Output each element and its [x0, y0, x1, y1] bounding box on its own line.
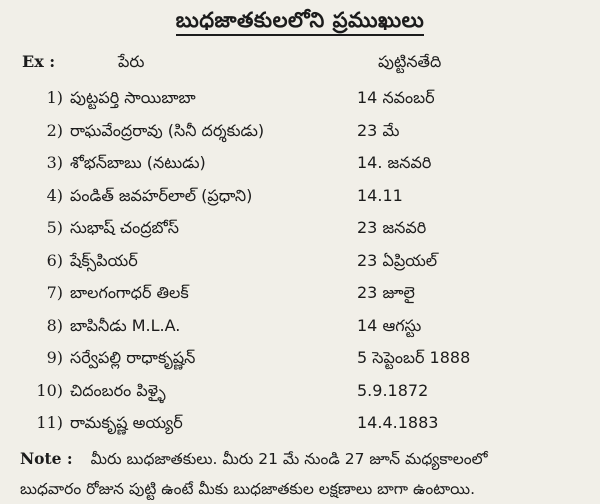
note-paragraph [20, 444, 590, 504]
table-header [0, 52, 600, 76]
list-item [0, 316, 600, 349]
list-item [0, 381, 600, 414]
item-number: 6) [46, 250, 63, 270]
birth-date: 14 ఆగస్టు [357, 315, 422, 335]
list-item [0, 348, 600, 381]
list-item [0, 251, 600, 284]
birth-date: 14.11 [357, 185, 403, 205]
person-name: పుట్టపర్తి సాయిబాబా [70, 88, 196, 107]
list-item [0, 153, 600, 186]
birth-date: 14.4.1883 [357, 413, 439, 432]
list-item [0, 218, 600, 251]
person-name: రాఘవేంద్రరావు (సినీ దర్శకుడు) [70, 120, 265, 140]
item-number: 4) [46, 185, 63, 205]
item-number: 7) [46, 283, 63, 302]
item-number: 2) [46, 120, 63, 140]
person-name: పండిత్ జవహర్‌లాల్ (ప్రధాని) [70, 185, 253, 205]
list-item [0, 413, 600, 446]
name-column-header: పేరు [118, 52, 145, 71]
item-number: 8) [46, 315, 63, 335]
person-name: బాపినీడు M.L.A. [70, 315, 181, 335]
person-name: షేక్స్‌పియర్ [70, 250, 138, 270]
birth-date: 23 జనవరి [357, 218, 427, 237]
list-item [0, 88, 600, 121]
note-line-2: బుధవారం రోజున పుట్టి ఉంటే మీకు బుధజాతకుల లక్షణాలు బాగా ఉంటాయి. [20, 480, 476, 498]
page-title-text: బుధజాతకులలోని ప్రముఖులు [176, 8, 425, 36]
list-item [0, 186, 600, 219]
birth-date: 5 సెప్టెంబర్ 1888 [357, 348, 471, 367]
example-label: Ex : [22, 52, 56, 71]
person-name: శోభన్‌బాబు (నటుడు) [70, 153, 206, 172]
people-list [0, 88, 600, 446]
person-name: చిదంబరం పిళ్ళై [70, 380, 166, 400]
list-item [0, 121, 600, 154]
date-column-header: పుట్టినతేది [378, 52, 442, 71]
person-name: సర్వేపల్లి రాధాకృష్ణన్ [70, 348, 196, 367]
birth-date: 23 జూలై [357, 283, 415, 302]
person-name: రామకృష్ణ అయ్యర్ [70, 413, 183, 432]
list-item [0, 283, 600, 316]
item-number: 9) [46, 348, 63, 367]
item-number: 11) [36, 413, 63, 432]
birth-date: 5.9.1872 [357, 380, 429, 400]
item-number: 5) [46, 218, 63, 237]
birth-date: 14 నవంబర్ [357, 88, 435, 107]
birth-date: 23 ఏప్రియల్ [357, 250, 438, 270]
item-number: 10) [36, 380, 63, 400]
person-name: బాలగంగాధర్ తిలక్ [70, 283, 189, 302]
person-name: సుభాష్ చంద్రబోస్ [70, 218, 179, 237]
birth-date: 23 మే [357, 120, 400, 140]
note-label: Note : [20, 449, 73, 468]
birth-date: 14. జనవరి [357, 153, 432, 172]
page-title [0, 8, 600, 38]
item-number: 3) [46, 153, 63, 172]
item-number: 1) [46, 88, 63, 107]
note-line-1: మీరు బుధజాతకులు. మీరు 21 మే నుండి 27 జూన్ మధ్యకాలంలో [90, 450, 488, 468]
